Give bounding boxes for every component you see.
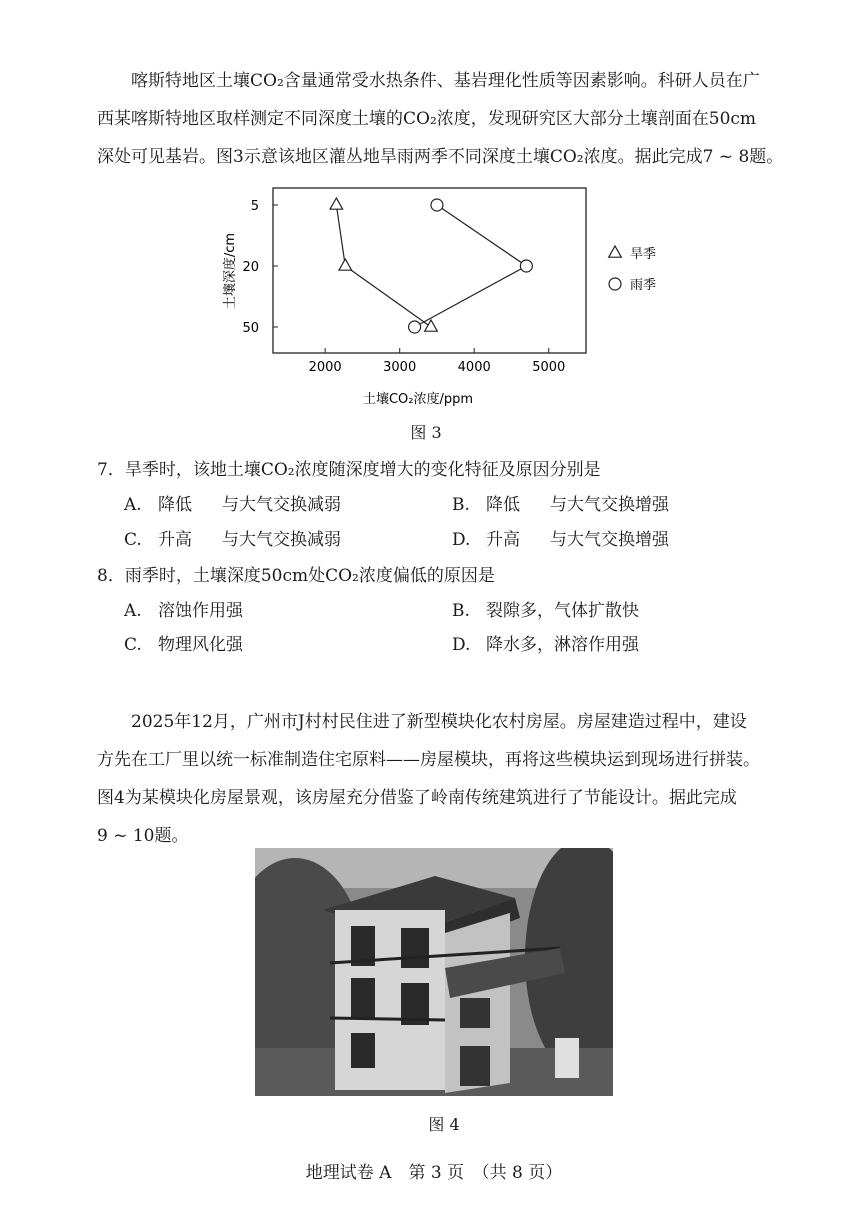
page-footer: 地理试卷 A 第 3 页 （共 8 页） — [305, 1163, 563, 1183]
option-text: 裂隙多，气体扩散快 — [486, 601, 639, 621]
question-8-stem: 8．雨季时，土壤深度50cm处CO₂浓度偏低的原因是 — [97, 566, 495, 586]
option-text: 升高 — [486, 530, 520, 550]
option-letter: A. — [124, 495, 142, 515]
option-letter: B. — [452, 601, 470, 621]
x-tick-label: 2000 — [308, 360, 342, 375]
intro-line: 喀斯特地区土壤CO₂含量通常受水热条件、基岩理化性质等因素影响。科研人员在广 — [131, 71, 760, 91]
circle-marker — [520, 260, 532, 272]
option-text: 与大气交换增强 — [550, 495, 669, 515]
option-text: 与大气交换减弱 — [222, 495, 341, 515]
intro-line: 深处可见基岩。图3示意该地区灌丛地旱雨两季不同深度土壤CO₂浓度。据此完成7 ~ 8题。 — [97, 147, 784, 167]
q8-option-d[interactable] — [452, 630, 639, 655]
legend-label: 雨季 — [630, 278, 657, 293]
triangle-marker — [339, 259, 352, 270]
option-text: 升高 — [158, 530, 192, 550]
option-text: 与大气交换减弱 — [222, 530, 341, 550]
x-tick-label: 5000 — [532, 360, 566, 375]
circle-marker — [431, 199, 443, 211]
q7-option-c[interactable] — [124, 525, 341, 550]
intro-line: 西某喀斯特地区取样测定不同深度土壤的CO₂浓度，发现研究区大部分土壤剖面在50cm — [97, 109, 757, 129]
series-line-circle — [415, 205, 527, 327]
option-letter: D. — [452, 530, 471, 550]
y-tick-label: 50 — [242, 321, 259, 336]
option-text: 降低 — [158, 495, 192, 515]
house-illustration — [255, 848, 613, 1096]
legend-circle-icon — [609, 278, 621, 290]
q8-option-a[interactable] — [124, 596, 243, 621]
figure-3-caption: 图 3 — [410, 423, 442, 442]
option-text: 降水多，淋溶作用强 — [486, 635, 639, 655]
triangle-marker — [425, 320, 438, 331]
intro-line: 2025年12月，广州市J村村民住进了新型模块化农村房屋。房屋建造过程中，建设 — [131, 712, 747, 732]
x-axis-label: 土壤CO₂浓度/ppm — [362, 392, 474, 407]
y-axis-label: 土壤深度/cm — [223, 232, 238, 310]
triangle-marker — [330, 198, 343, 209]
option-letter: B. — [452, 495, 470, 515]
q8-option-b[interactable] — [452, 596, 639, 621]
intro-paragraph-2 — [97, 703, 787, 855]
series-line-triangle — [336, 205, 431, 327]
figure-4-caption: 图 4 — [428, 1115, 460, 1134]
legend-label: 旱季 — [630, 247, 657, 262]
option-text: 物理风化强 — [158, 635, 243, 655]
q8-option-c[interactable] — [124, 630, 243, 655]
option-letter: C. — [124, 530, 142, 550]
intro-paragraph-1 — [97, 62, 787, 176]
x-tick-label: 3000 — [383, 360, 417, 375]
y-tick-label: 20 — [242, 260, 259, 275]
chart-svg — [210, 183, 670, 408]
q7-option-b[interactable] — [452, 490, 669, 515]
option-text: 溶蚀作用强 — [158, 601, 243, 621]
legend-triangle-icon — [609, 246, 622, 257]
figure-3-chart — [210, 183, 670, 408]
intro-line: 图4为某模块化房屋景观，该房屋充分借鉴了岭南传统建筑进行了节能设计。据此完成 — [97, 788, 737, 808]
option-text: 降低 — [486, 495, 520, 515]
option-letter: A. — [124, 601, 142, 621]
q7-option-d[interactable] — [452, 525, 669, 550]
option-text: 与大气交换增强 — [550, 530, 669, 550]
option-letter: C. — [124, 635, 142, 655]
x-tick-label: 4000 — [457, 360, 491, 375]
circle-marker — [409, 321, 421, 333]
figure-4-house-photo — [255, 848, 613, 1096]
intro-line: 方先在工厂里以统一标准制造住宅原料——房屋模块，再将这些模块运到现场进行拼装。 — [97, 750, 760, 770]
intro-line: 9 ~ 10题。 — [97, 826, 189, 846]
question-7-stem: 7．旱季时，该地土壤CO₂浓度随深度增大的变化特征及原因分别是 — [97, 460, 601, 480]
option-letter: D. — [452, 635, 471, 655]
y-tick-label: 5 — [250, 199, 259, 214]
q7-option-a[interactable] — [124, 490, 341, 515]
